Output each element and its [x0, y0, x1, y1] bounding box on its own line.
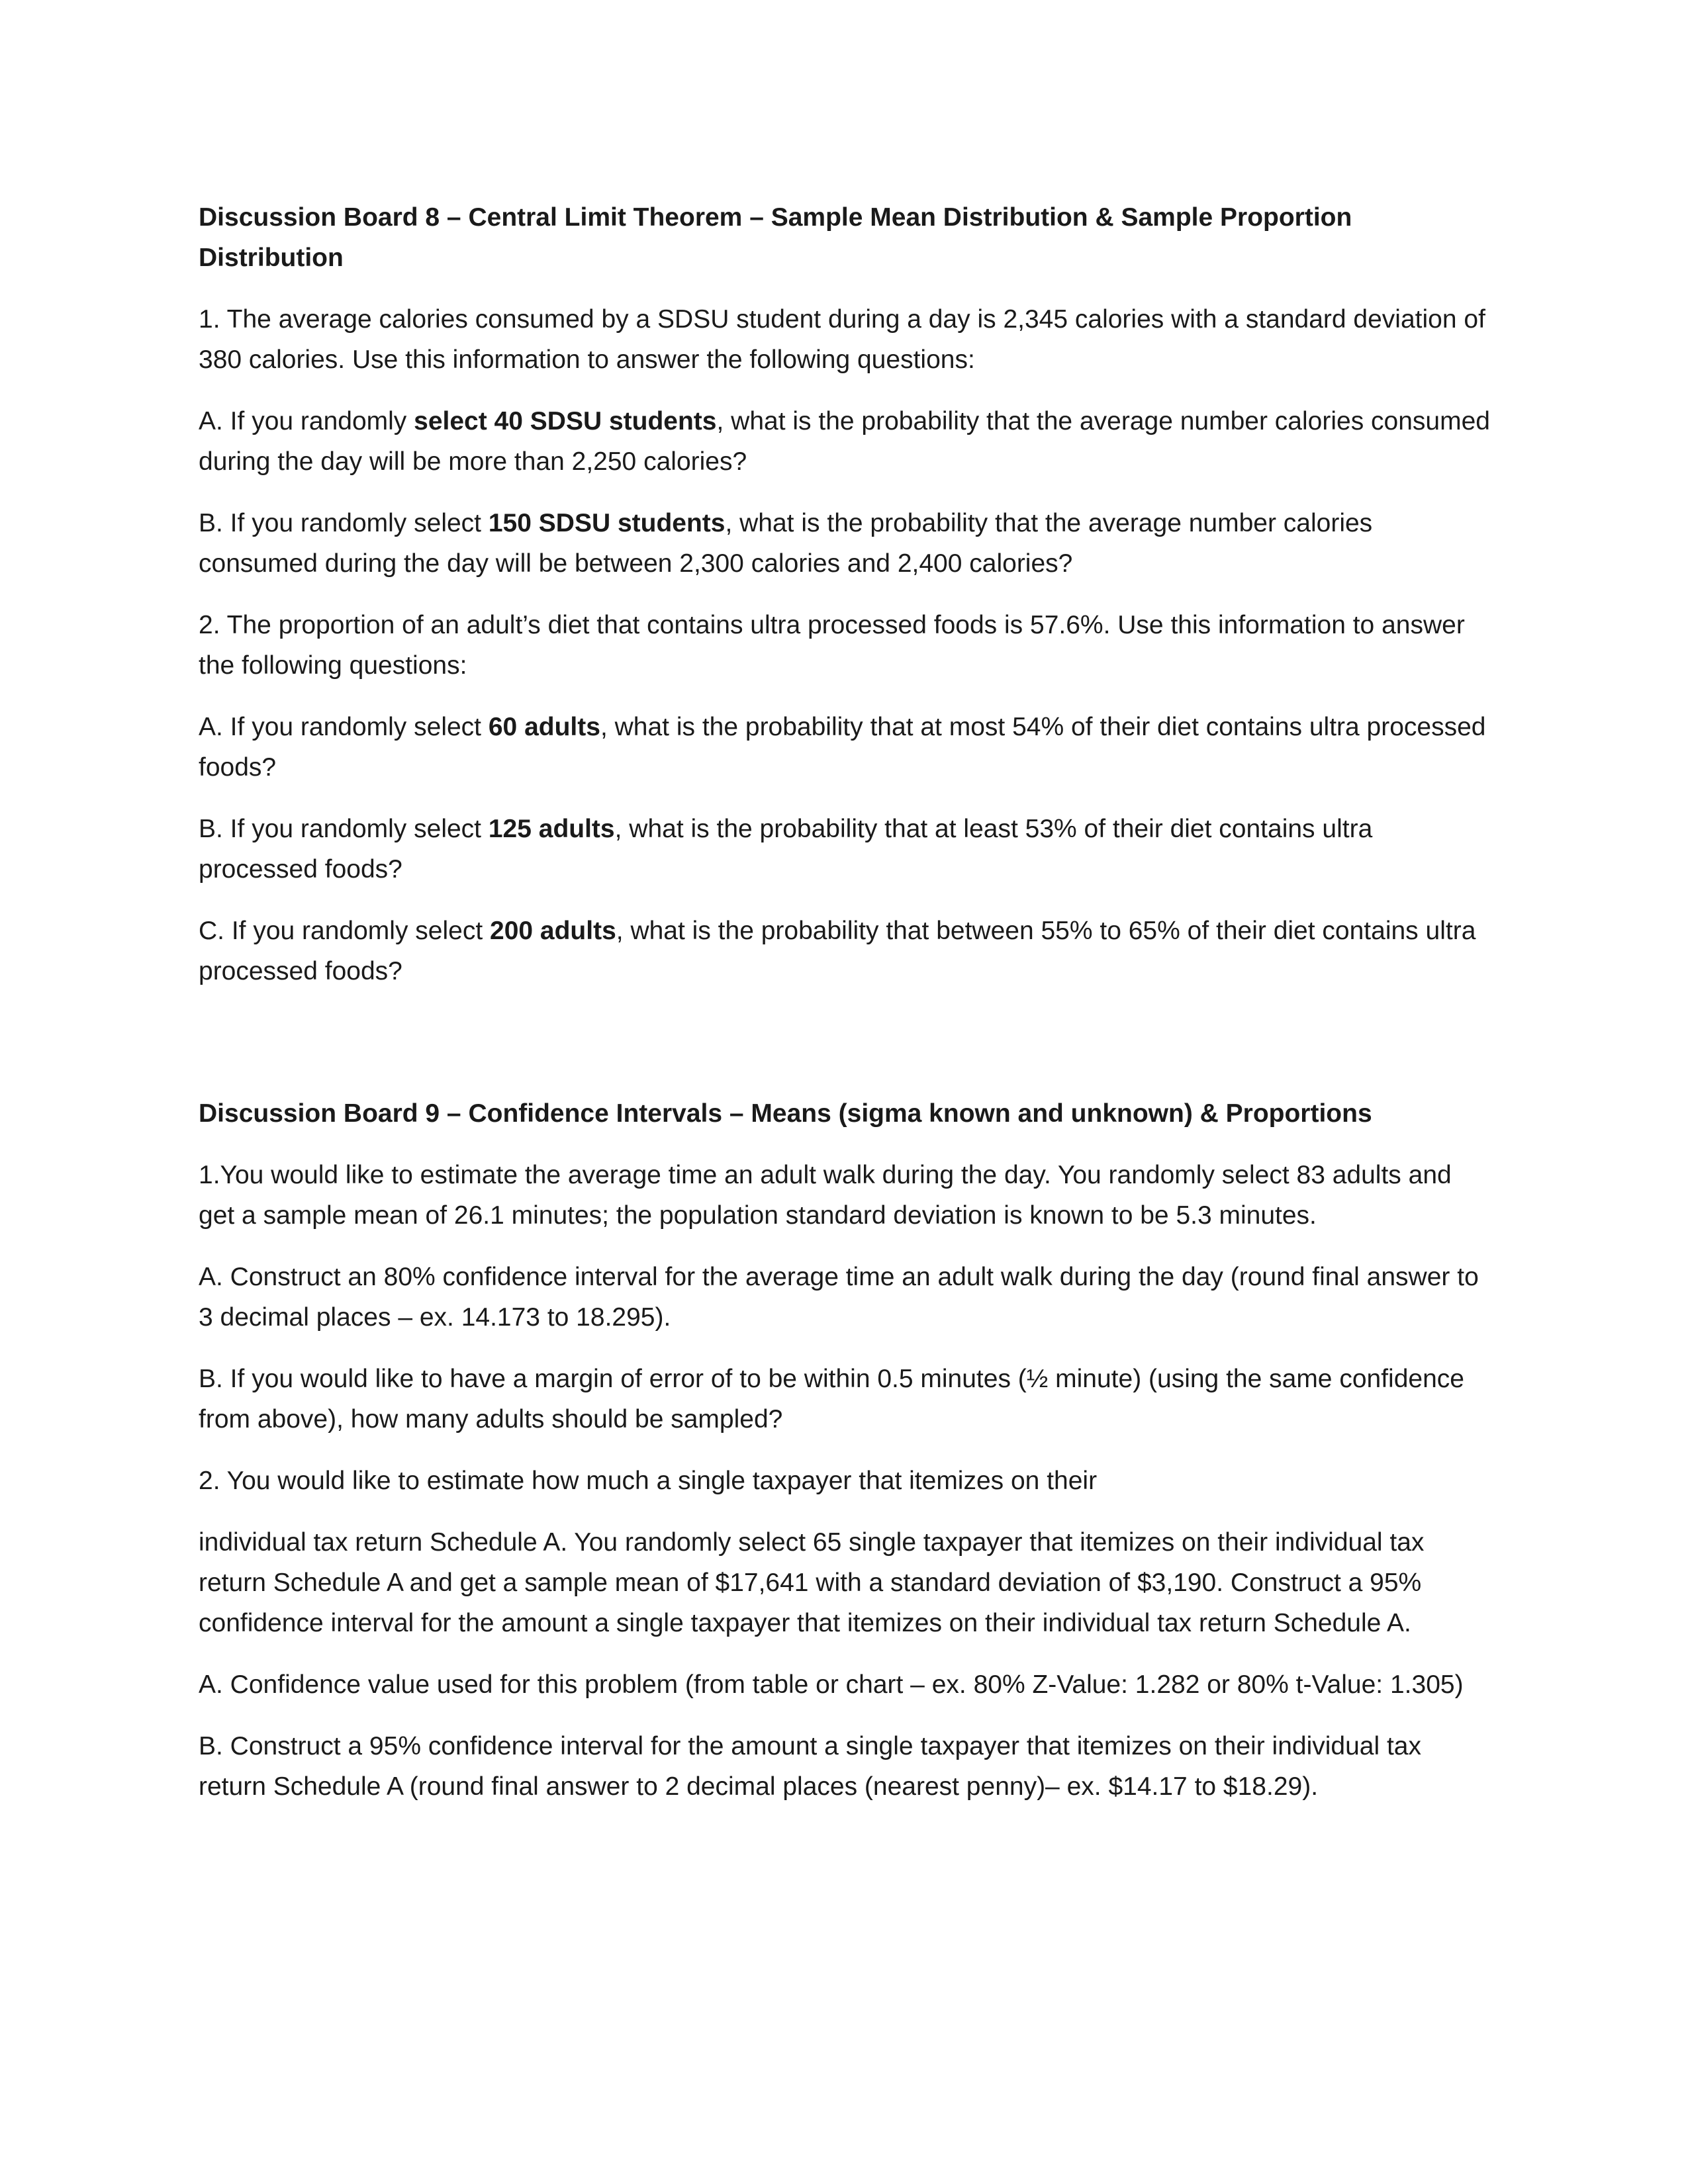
bold-text: 125 adults [488, 815, 615, 843]
section-heading-db9: Discussion Board 9 – Confidence Intervals – Means (sigma known and unknown) & Proportions [199, 1099, 1372, 1128]
db9-question-1b: B. If you would like to have a margin of error of to be within 0.5 minutes (½ minute) (using the same confidence from above), how many adults should be sampled? [199, 1365, 1464, 1433]
section-heading-db8: Discussion Board 8 – Central Limit Theorem – Sample Mean Distribution & Sample Proportion Distribution [199, 203, 1352, 272]
db9-question-2: 2. You would like to estimate how much a single taxpayer that itemizes on their [199, 1467, 1098, 1495]
bold-text: select 40 SDSU students [414, 407, 717, 435]
db8-question-1a [199, 401, 1493, 482]
document-body [199, 197, 1493, 1828]
db9-question-1: 1.You would like to estimate the average time an adult walk during the day. You randomly select 83 adults and get a sample mean of 26.1 minutes; the population standard deviation is known to be 5.3 minutes. [199, 1161, 1452, 1230]
text-run: , what is the probability that at least 53% of their diet contains ultra processed foods? [199, 815, 1373, 884]
section-spacer [199, 1013, 1493, 1093]
text-run: C. If you randomly select [199, 917, 491, 945]
bold-text: 60 adults [488, 713, 600, 741]
db8-question-1: 1. The average calories consumed by a SDSU student during a day is 2,345 calories with a standard deviation of 380 calories. Use this information to answer the following questions: [199, 305, 1485, 374]
text-run: , what is the probability that between 55% to 65% of their diet contains ultra processed foods? [199, 917, 1476, 985]
db8-question-2c [199, 911, 1493, 991]
text-run: A. If you randomly [199, 407, 414, 435]
db9-question-2a: A. Confidence value used for this problem (from table or chart – ex. 80% Z-Value: 1.282 or 80% t-Value: 1.305) [199, 1670, 1464, 1699]
db8-question-2b [199, 809, 1493, 889]
text-run: B. If you randomly select [199, 509, 489, 537]
text-run: , what is the probability that the average number calories consumed during the day will be between 2,300 calories and 2,400 calories? [199, 509, 1373, 578]
text-run: B. If you randomly select [199, 815, 489, 843]
db9-question-2b: B. Construct a 95% confidence interval for the amount a single taxpayer that itemizes on their individual tax return Schedule A (round final answer to 2 decimal places (nearest penny)– ex. $14.17 to $18.29). [199, 1732, 1421, 1801]
db8-question-1b [199, 503, 1493, 584]
text-run: , what is the probability that the average number calories consumed during the day will be more than 2,250 calories? [199, 407, 1490, 476]
bold-text: 150 SDSU students [488, 509, 726, 537]
text-run: A. If you randomly select [199, 713, 489, 741]
db9-question-1a: A. Construct an 80% confidence interval for the average time an adult walk during the day (round final answer to 3 decimal places – ex. 14.173 to 18.295). [199, 1263, 1479, 1332]
text-run: , what is the probability that at most 54% of their diet contains ultra processed foods? [199, 713, 1486, 782]
db8-question-2: 2. The proportion of an adult’s diet that contains ultra processed foods is 57.6%. Use this information to answer the following questions: [199, 611, 1465, 680]
db9-question-2-continued: individual tax return Schedule A. You randomly select 65 single taxpayer that itemizes on their individual tax return Schedule A and get a sample mean of $17,641 with a standard deviation of $3,190. Construct a 95% confidence interval for the amount a single taxpayer that itemizes on their individual tax return Schedule A. [199, 1528, 1425, 1637]
db8-question-2a [199, 707, 1493, 788]
bold-text: 200 adults [490, 917, 616, 945]
